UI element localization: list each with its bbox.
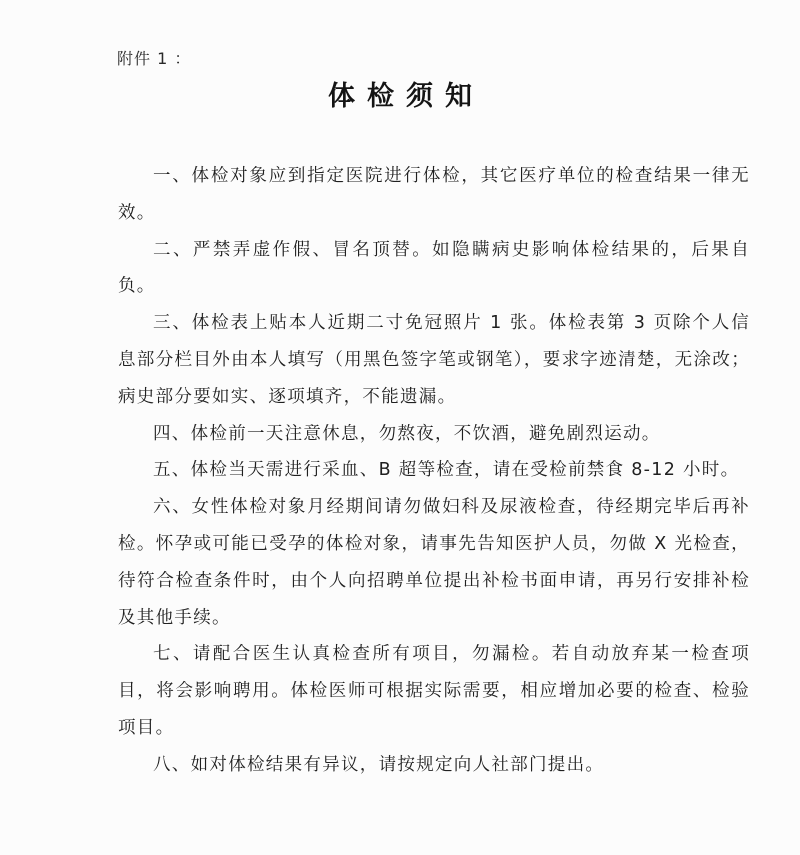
paragraph-8: 八、如对体检结果有异议，请按规定向人社部门提出。 xyxy=(153,754,605,775)
paragraph-7: 七、请配合医生认真检查所有项目，勿漏检。若自动放弃某一检查项目，将会影响聘用。体检医师可根据实际需要，相应增加必要的检查、检验项目。 xyxy=(118,644,750,738)
paragraph-2: 二、严禁弄虚作假、冒名顶替。如隐瞒病史影响体检结果的，后果自负。 xyxy=(118,239,750,297)
document-body xyxy=(118,158,750,784)
paragraph-3: 三、体检表上贴本人近期二寸免冠照片 1 张。体检表第 3 页除个人信息部分栏目外由本人填写（用黑色签字笔或钢笔），要求字迹清楚，无涂改；病史部分要如实、逐项填齐，不能遗漏。 xyxy=(118,313,750,407)
document-title: 体检须知 xyxy=(328,81,484,112)
paragraph-4: 四、体检前一天注意休息，勿熬夜，不饮酒，避免剧烈运动。 xyxy=(153,423,661,444)
attachment-label: 附件 1 ： xyxy=(117,49,192,68)
paragraph-1: 一、体检对象应到指定医院进行体检，其它医疗单位的检查结果一律无效。 xyxy=(118,166,750,223)
paragraph-6: 六、女性体检对象月经期间请勿做妇科及尿液检查，待经期完毕后再补检。怀孕或可能已受孕的体检对象，请事先告知医护人员，勿做 X 光检查，待符合检查条件时，由个人向招聘单位提出补检书面申请，再另行安排补检及其他手续。 xyxy=(118,497,750,628)
paragraph-5: 五、体检当天需进行采血、B 超等检查，请在受检前禁食 8-12 小时。 xyxy=(153,460,740,481)
